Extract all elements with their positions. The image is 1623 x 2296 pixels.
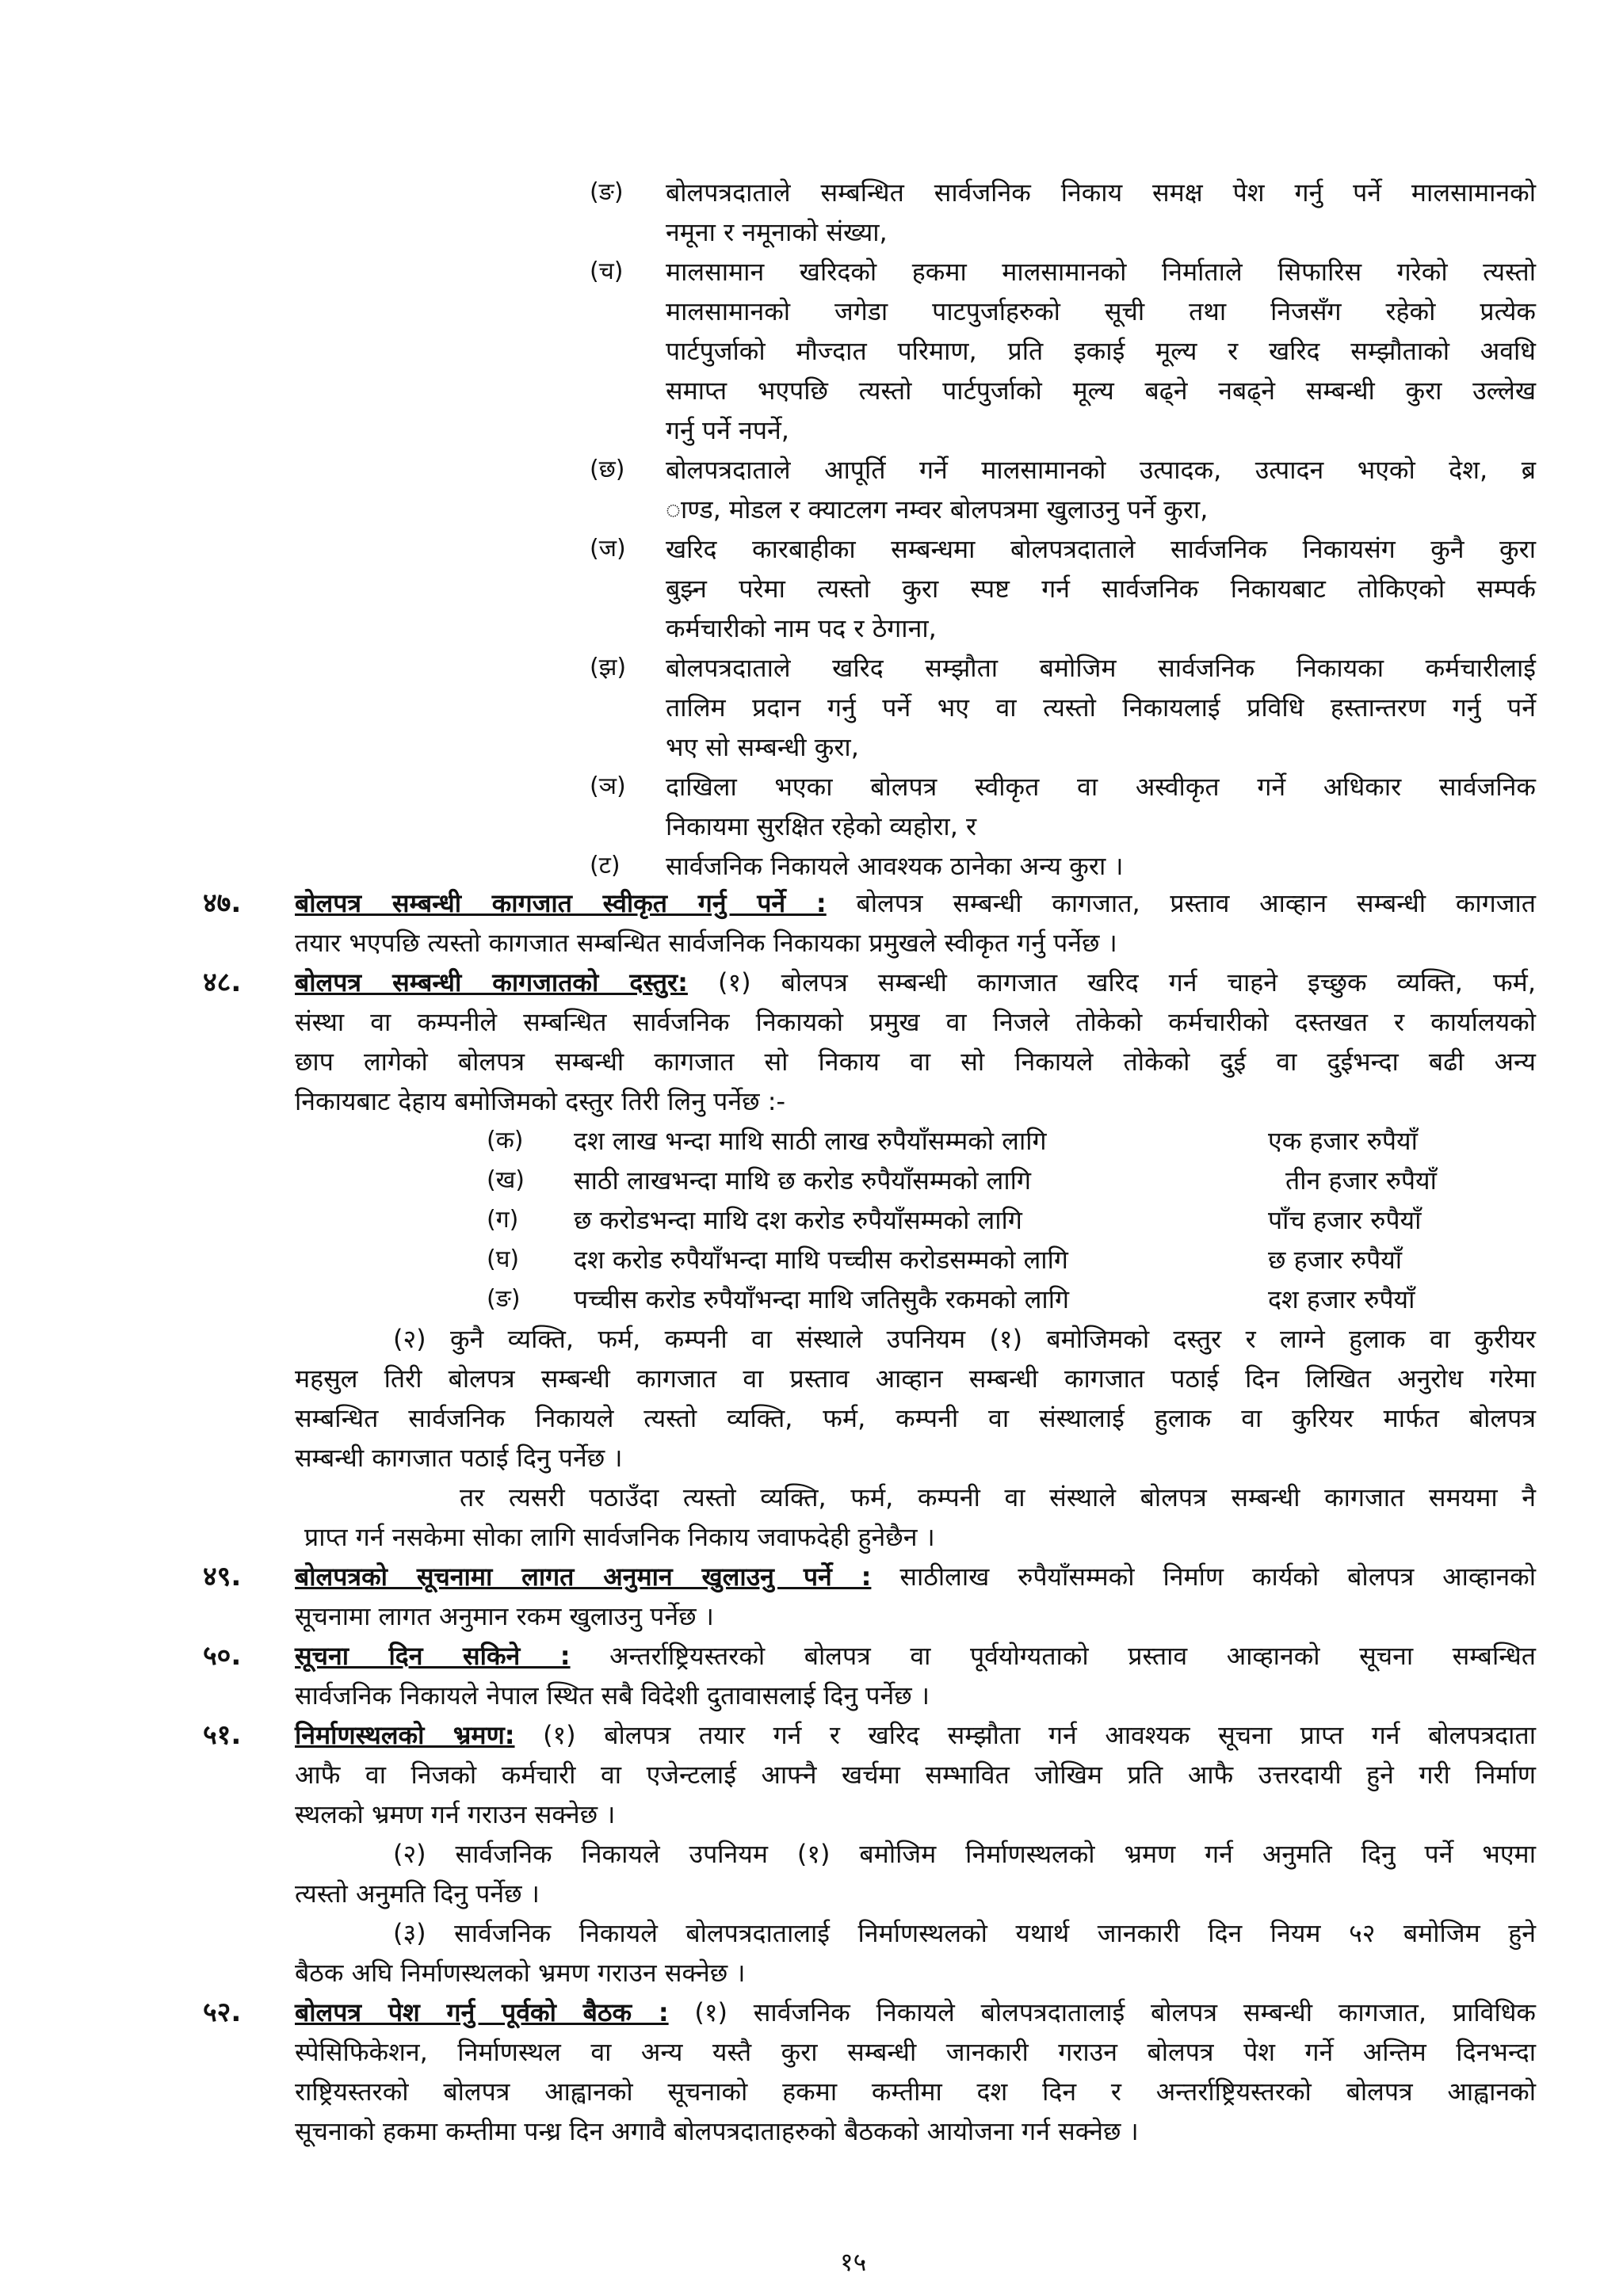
proviso-text-line: प्राप्त गर्न नसकेमा सोका लागि सार्वजनिक निकाय जवाफदेही हुनेछैन । [304,1522,935,1552]
subsection-text-line: (३) सार्वजनिक निकायले बोलपत्रदातालाई निर्माणस्थलको यथार्थ जानकारी दिन नियम ५२ बमोजिम हुने [393,1918,1536,1948]
clause-text-line: बोलपत्रदाताले सम्बन्धित सार्वजनिक निकाय समक्ष पेश गर्नु पर्ने मालसामानको [666,177,1536,208]
clause-text-line: कर्मचारीको नाम पद र ठेगाना, [666,613,937,643]
fee-description: दश लाख भन्दा माथि साठी लाख रुपैयाँसम्मको लागि [574,1126,1047,1156]
clause-label: (झ) [590,654,627,681]
section-number: ४८. [203,967,242,998]
clause-label: (ट) [590,852,621,879]
section-text: साठीलाख रुपैयाँसम्मको निर्माण कार्यको बोलपत्र आव्हानको [899,1562,1536,1592]
clause-text-line: सार्वजनिक निकायले आवश्यक ठानेका अन्य कुरा । [666,851,1124,881]
clause-label: (छ) [590,456,625,483]
section-first-line [295,963,1536,1002]
section-number: ५०. [203,1640,242,1672]
clause-text-line: निकायमा सुरक्षित रहेको व्यहोरा, र [666,811,977,841]
section-number: ५२. [203,1997,242,2028]
fee-description: साठी लाखभन्दा माथि छ करोड रुपैयाँसम्मको लागि [574,1165,1031,1196]
clause-label: (ङ) [590,178,624,206]
fee-label: (क) [487,1127,524,1154]
clause-text-line: समाप्त भएपछि त्यस्तो पार्टपुर्जाको मूल्य बढ्ने नबढ्ने सम्बन्धी कुरा उल्लेख [666,376,1536,406]
fee-amount: एक हजार रुपैयाँ [1268,1126,1418,1156]
section-text-line: स्थलको भ्रमण गर्न गराउन सक्नेछ । [295,1799,616,1829]
section-number: ४७. [203,887,242,919]
section-text: (१) बोलपत्र सम्बन्धी कागजात खरिद गर्न चाहने इच्छुक व्यक्ति, फर्म, [717,967,1536,997]
subsection-text-line: महसुल तिरी बोलपत्र सम्बन्धी कागजात वा प्रस्ताव आव्हान सम्बन्धी कागजात पठाई दिन लिखित अनुरोध गरेमा [295,1363,1536,1394]
clause-text-line: खरिद कारबाहीका सम्बन्धमा बोलपत्रदाताले सार्वजनिक निकायसंग कुनै कुरा [666,534,1536,564]
section-heading: सूचना दिन सकिने : [295,1641,571,1671]
section-text: (१) बोलपत्र तयार गर्न र खरिद सम्झौता गर्न आवश्यक सूचना प्राप्त गर्न बोलपत्रदाता [543,1720,1536,1750]
subsection-text-line: (२) कुनै व्यक्ति, फर्म, कम्पनी वा संस्थाले उपनियम (१) बमोजिमको दस्तुर र लाग्ने हुलाक वा कुरीयर [393,1324,1536,1354]
section-text: बोलपत्र सम्बन्धी कागजात, प्रस्ताव आव्हान सम्बन्धी कागजात [856,888,1536,918]
section-text-line: सूचनामा लागत अनुमान रकम खुलाउनु पर्नेछ । [295,1601,714,1631]
section-text-line: सार्वजनिक निकायले नेपाल स्थित सबै विदेशी दुतावासलाई दिनु पर्नेछ । [295,1680,930,1711]
proviso-text-line: तर त्यसरी पठाउँदा त्यस्तो व्यक्ति, फर्म, कम्पनी वा संस्थाले बोलपत्र सम्बन्धी कागजात समयमा नै [460,1482,1536,1512]
page-number: १५ [840,2247,867,2277]
clause-text-line: बोलपत्रदाताले आपूर्ति गर्ने मालसामानको उत्पादक, उत्पादन भएको देश, ब्र [666,455,1536,485]
section-heading: बोलपत्रको सूचनामा लागत अनुमान खुलाउनु पर्ने : [295,1562,872,1592]
clause-label: (ञ) [590,772,626,800]
fee-label: (ग) [487,1206,519,1234]
section-text-line: आफै वा निजको कर्मचारी वा एजेन्टलाई आफ्नै खर्चमा सम्भावित जोखिम प्रति आफै उत्तरदायी हुने गरी निर्माण [295,1760,1536,1790]
section-text: (१) सार्वजनिक निकायले बोलपत्रदातालाई बोलपत्र सम्बन्धी कागजात, प्राविधिक [694,1997,1536,2027]
section-first-line [295,1557,1536,1596]
section-text-line: राष्ट्रियस्तरको बोलपत्र आह्वानको सूचनाको हकमा कम्तीमा दश दिन र अन्तर्राष्ट्रियस्तरको बोलपत्र आह्वानको [295,2077,1536,2107]
fee-description: छ करोडभन्दा माथि दश करोड रुपैयाँसम्मको लागि [574,1205,1022,1235]
subsection-text-line: सम्बन्धी कागजात पठाई दिनु पर्नेछ । [295,1443,623,1473]
section-first-line [295,1715,1536,1755]
section-heading: बोलपत्र पेश गर्नु पूर्वको बैठक : [295,1997,669,2027]
section-number: ४९. [203,1561,242,1592]
clause-text-line: तालिम प्रदान गर्नु पर्ने भए वा त्यस्तो निकायलाई प्रविधि हस्तान्तरण गर्नु पर्ने [666,692,1536,723]
subsection-text-line: सम्बन्धित सार्वजनिक निकायले त्यस्तो व्यक्ति, फर्म, कम्पनी वा संस्थालाई हुलाक वा कुरियर मार्फत बोलपत्र [295,1403,1536,1433]
section-first-line [295,883,1536,923]
fee-description: दश करोड रुपैयाँभन्दा माथि पच्चीस करोडसम्मको लागि [574,1245,1068,1275]
clause-text-line: गर्नु पर्ने नपर्ने, [666,415,789,445]
section-heading: निर्माणस्थलको भ्रमण: [295,1720,515,1750]
section-text-line: निकायबाट देहाय बमोजिमको दस्तुर तिरी लिनु पर्नेछ :- [295,1086,786,1116]
fee-label: (ख) [487,1166,525,1194]
subsection-text-line: (२) सार्वजनिक निकायले उपनियम (१) बमोजिम निर्माणस्थलको भ्रमण गर्न अनुमति दिनु पर्ने भएमा [393,1839,1536,1869]
section-text-line: तयार भएपछि त्यस्तो कागजात सम्बन्धित सार्वजनिक निकायका प्रमुखले स्वीकृत गर्नु पर्नेछ । [295,928,1117,958]
section-first-line [295,1636,1536,1676]
clause-text-line: ाण्ड, मोडल र क्याटलग नम्वर बोलपत्रमा खुलाउनु पर्ने कुरा, [666,494,1209,524]
section-heading: बोलपत्र सम्बन्धी कागजात स्वीकृत गर्नु पर्ने : [295,888,827,918]
section-text-line: स्पेसिफिकेशन, निर्माणस्थल वा अन्य यस्तै कुरा सम्बन्धी जानकारी गराउन बोलपत्र पेश गर्ने अन्तिम दिनभन्दा [295,2037,1536,2067]
fee-amount: दश हजार रुपैयाँ [1268,1284,1415,1314]
section-text: अन्तर्राष्ट्रियस्तरको बोलपत्र वा पूर्वयोग्यताको प्रस्ताव आव्हानको सूचना सम्बन्धित [609,1641,1537,1671]
fee-label: (ङ) [487,1285,521,1313]
clause-text-line: मालसामान खरिदको हकमा मालसामानको निर्माताले सिफारिस गरेको त्यस्तो [666,257,1536,287]
clause-text-line: भए सो सम्बन्धी कुरा, [666,732,859,762]
clause-label: (च) [590,257,624,285]
fee-description: पच्चीस करोड रुपैयाँभन्दा माथि जतिसुकै रकमको लागि [574,1284,1070,1314]
clause-label: (ज) [590,535,626,563]
clause-text-line: बुझ्न परेमा त्यस्तो कुरा स्पष्ट गर्न सार्वजनिक निकायबाट तोकिएको सम्पर्क [666,574,1536,604]
clause-text-line: नमूना र नमूनाको संख्या, [666,217,888,247]
subsection-text-line: त्यस्तो अनुमति दिनु पर्नेछ । [295,1878,540,1909]
fee-amount: तीन हजार रुपैयाँ [1285,1165,1437,1196]
section-number: ५१. [203,1719,242,1751]
fee-label: (घ) [487,1245,520,1273]
fee-amount: पाँच हजार रुपैयाँ [1268,1205,1422,1235]
section-heading: बोलपत्र सम्बन्धी कागजातको दस्तुर: [295,967,688,997]
section-first-line [295,1993,1536,2032]
subsection-text-line: बैठक अघि निर्माणस्थलको भ्रमण गराउन सक्नेछ । [295,1958,746,1988]
section-text-line: छाप लागेको बोलपत्र सम्बन्धी कागजात सो निकाय वा सो निकायले तोकेको दुई वा दुईभन्दा बढी अन्य [295,1047,1536,1077]
clause-text-line: दाखिला भएका बोलपत्र स्वीकृत वा अस्वीकृत गर्ने अधिकार सार्वजनिक [666,772,1536,802]
clause-text-line: मालसामानको जगेडा पाटपुर्जाहरुको सूची तथा निजसँग रहेको प्रत्येक [666,296,1536,326]
section-text-line: संस्था वा कम्पनीले सम्बन्धित सार्वजनिक निकायको प्रमुख वा निजले तोकेको कर्मचारीको दस्तखत र कार्यालयको [295,1007,1536,1037]
section-text-line: सूचनाको हकमा कम्तीमा पन्ध्र दिन अगावै बोलपत्रदाताहरुको बैठकको आयोजना गर्न सक्नेछ । [295,2116,1139,2146]
fee-amount: छ हजार रुपैयाँ [1268,1245,1403,1275]
clause-text-line: बोलपत्रदाताले खरिद सम्झौता बमोजिम सार्वजनिक निकायका कर्मचारीलाई [666,653,1536,683]
clause-text-line: पार्टपुर्जाको मौज्दात परिमाण, प्रति इकाई मूल्य र खरिद सम्झौताको अवधि [666,336,1536,366]
